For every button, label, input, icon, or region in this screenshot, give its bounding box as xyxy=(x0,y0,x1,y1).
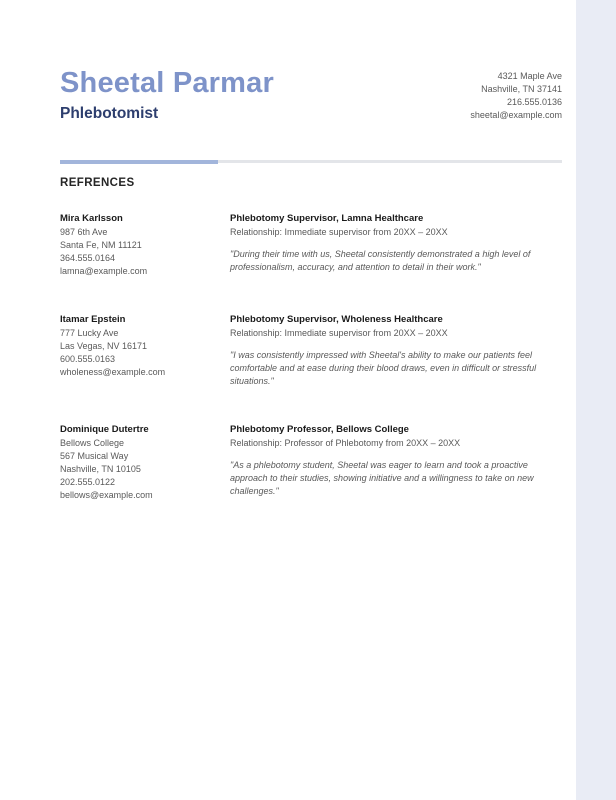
reference-relationship: Relationship: Professor of Phlebotomy from 20XX – 20XX xyxy=(230,437,461,448)
reference-contact-line: lamna@example.com xyxy=(60,265,148,276)
reference-contact-column xyxy=(60,212,230,278)
section-heading: REFRENCES xyxy=(60,176,135,189)
divider-gray-segment xyxy=(218,160,562,163)
section-divider xyxy=(60,160,562,164)
reference-relationship: Relationship: Immediate supervisor from 20XX – 20XX xyxy=(230,327,448,338)
reference-name: Dominique Dutertre xyxy=(60,423,149,435)
reference-contact-line: bellows@example.com xyxy=(60,489,153,500)
reference-contact-line: 567 Musical Way xyxy=(60,450,129,461)
contact-city-line: Nashville, TN 37141 xyxy=(481,84,562,94)
reference-contact-lines xyxy=(60,437,220,502)
reference-entry xyxy=(60,423,562,502)
reference-contact-line: 600.555.0163 xyxy=(60,353,116,364)
reference-job-title: Phlebotomy Professor, Bellows College xyxy=(230,423,409,435)
reference-contact-line: 202.555.0122 xyxy=(60,476,116,487)
divider-accent-segment xyxy=(60,160,218,164)
reference-contact-line: Nashville, TN 10105 xyxy=(60,463,141,474)
reference-quote: "As a phlebotomy student, Sheetal was eager to learn and took a proactive approach to their studies, showing initiative and a willingness to take on new challenges." xyxy=(230,459,534,496)
reference-contact-line: 987 6th Ave xyxy=(60,226,108,237)
reference-contact-line: Las Vegas, NV 16171 xyxy=(60,340,148,351)
reference-details-column xyxy=(230,423,562,502)
reference-contact-line: Bellows College xyxy=(60,437,125,448)
contact-address-line: 4321 Maple Ave xyxy=(497,71,562,81)
reference-contact-line: Santa Fe, NM 11121 xyxy=(60,239,142,250)
reference-contact-line: 777 Lucky Ave xyxy=(60,327,119,338)
reference-contact-column xyxy=(60,423,230,502)
contact-email: sheetal@example.com xyxy=(470,110,562,120)
reference-entry xyxy=(60,212,562,278)
reference-details-column xyxy=(230,212,562,278)
contact-phone: 216.555.0136 xyxy=(506,97,562,107)
reference-quote: "I was consistently impressed with Sheetal's ability to make our patients feel comfortable and at ease during their blood draws, even in difficult or stressful situations." xyxy=(230,349,537,386)
reference-contact-lines xyxy=(60,226,220,278)
reference-job-title: Phlebotomy Supervisor, Wholeness Healthcare xyxy=(230,313,443,325)
contact-block xyxy=(470,70,562,122)
identity-block xyxy=(60,68,274,123)
reference-name: Mira Karlsson xyxy=(60,212,123,224)
header xyxy=(60,68,562,123)
person-name: Sheetal Parmar xyxy=(60,67,274,99)
reference-details-column xyxy=(230,313,562,388)
reference-quote: "During their time with us, Sheetal consistently demonstrated a high level of professionalism, accuracy, and attention to detail in their work." xyxy=(230,248,531,272)
reference-entry xyxy=(60,313,562,388)
reference-contact-column xyxy=(60,313,230,388)
reference-name: Itamar Epstein xyxy=(60,313,126,325)
references-list xyxy=(60,212,562,502)
reference-relationship: Relationship: Immediate supervisor from 20XX – 20XX xyxy=(230,226,448,237)
reference-contact-line: 364.555.0164 xyxy=(60,252,116,263)
person-job-title: Phlebotomist xyxy=(60,104,159,122)
reference-contact-line: wholeness@example.com xyxy=(60,366,166,377)
reference-contact-lines xyxy=(60,327,220,379)
reference-job-title: Phlebotomy Supervisor, Lamna Healthcare xyxy=(230,212,424,224)
